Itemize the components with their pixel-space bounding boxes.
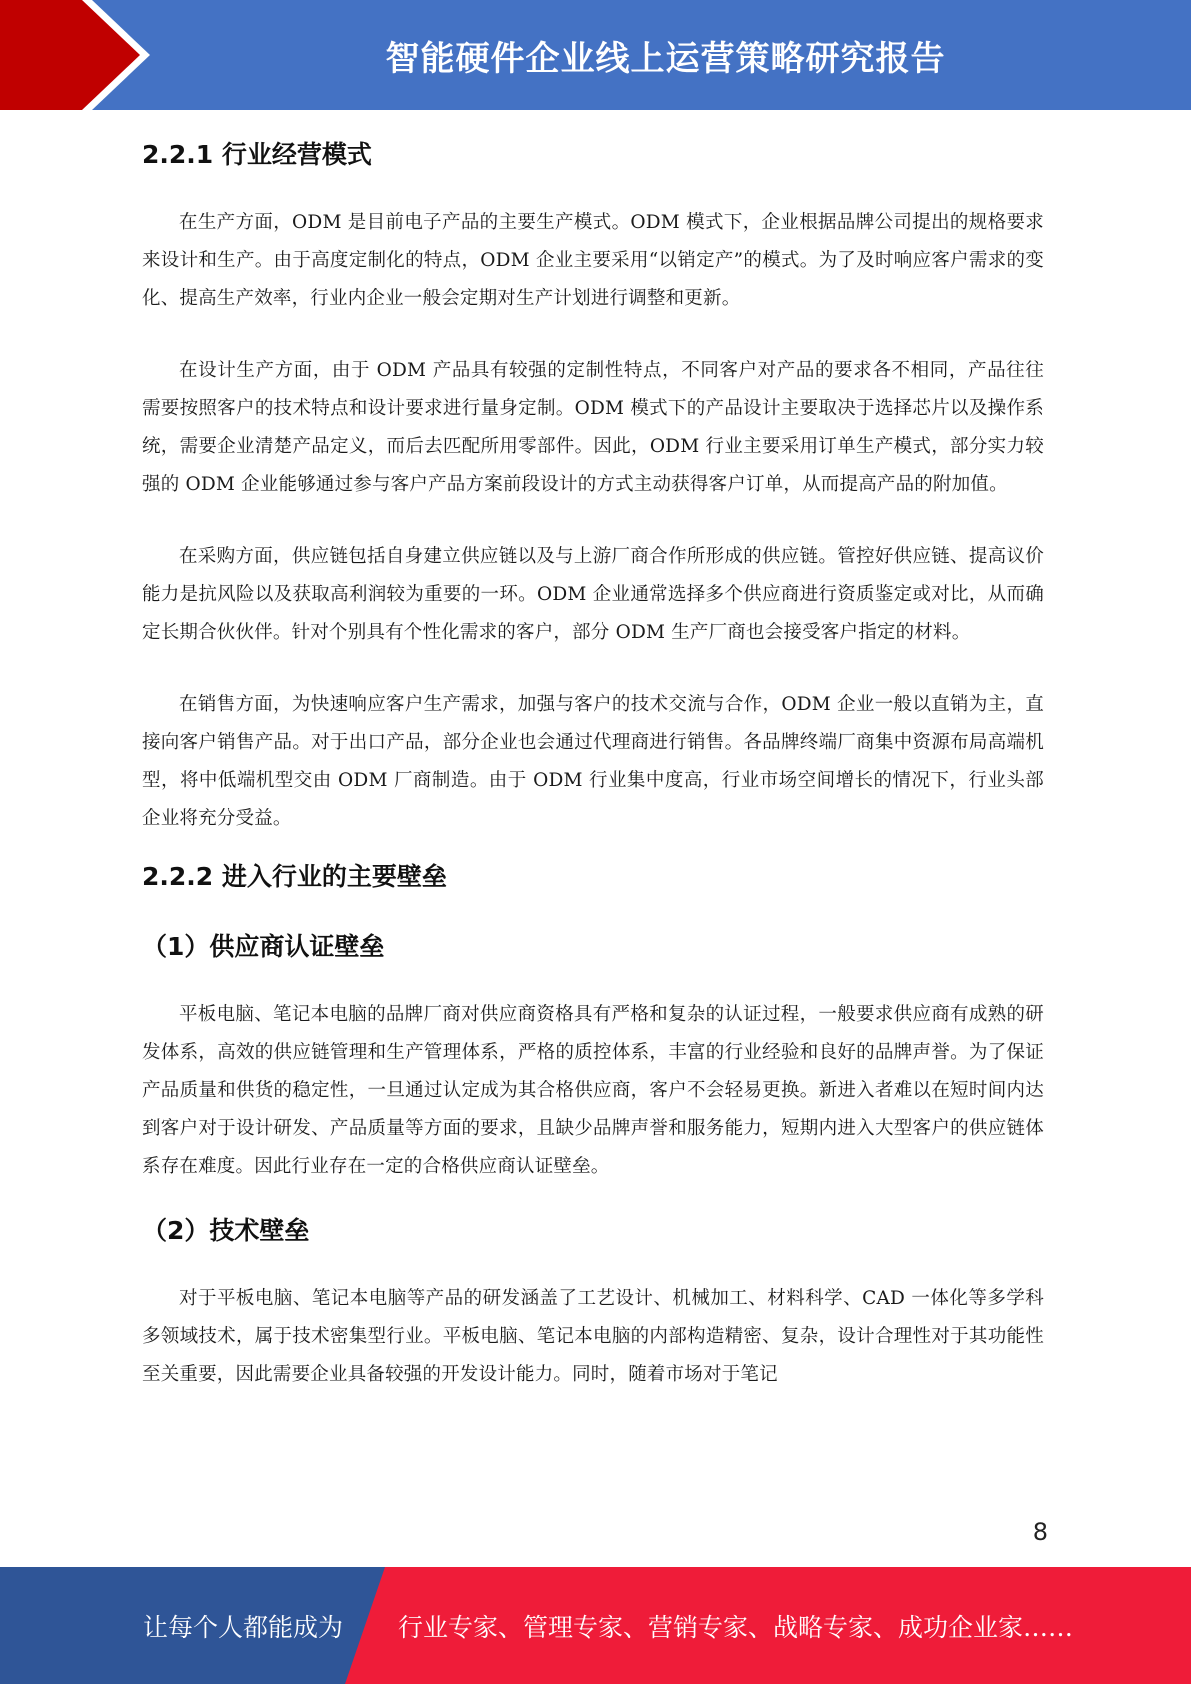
page-header [0, 0, 1191, 110]
footer-slogan-left: 让每个人都能成为 [143, 1612, 344, 1642]
subheading-supplier-barrier: （1）供应商认证壁垒 [142, 932, 385, 961]
section-heading-2-2-1: 2.2.1 行业经营模式 [142, 140, 372, 169]
page-footer [0, 1567, 1191, 1684]
footer-slogan-right: 行业专家、管理专家、营销专家、战略专家、成功企业家…… [398, 1612, 1074, 1642]
paragraph-procurement: 在采购方面，供应链包括自身建立供应链以及与上游厂商合作所形成的供应链。管控好供应链、提高议价能力是抗风险以及获取高利润较为重要的一环。ODM 企业通常选择多个供应商进行资质鉴定或对比，从而确定长期合伙伙伴。针对个别具有个性化需求的客户，部分 ODM 生产厂商也会接受客户指定的材料。 [142, 546, 1044, 643]
section-heading-2-2-2: 2.2.2 进入行业的主要壁垒 [142, 862, 447, 891]
subheading-technical-barrier: （2）技术壁垒 [142, 1216, 310, 1245]
paragraph-technical-barrier: 对于平板电脑、笔记本电脑等产品的研发涵盖了工艺设计、机械加工、材料科学、CAD 一体化等多学科多领域技术，属于技术密集型行业。平板电脑、笔记本电脑的内部构造精密、复杂，设计合理性对于其功能性至关重要，因此需要企业具备较强的开发设计能力。同时，随着市场对于笔记 [142, 1288, 1044, 1385]
paragraph-supplier-barrier: 平板电脑、笔记本电脑的品牌厂商对供应商资格具有严格和复杂的认证过程，一般要求供应商有成熟的研发体系，高效的供应链管理和生产管理体系，严格的质控体系，丰富的行业经验和良好的品牌声誉。为了保证产品质量和供货的稳定性，一旦通过认定成为其合格供应商，客户不会轻易更换。新进入者难以在短时间内达到客户对于设计研发、产品质量等方面的要求，且缺少品牌声誉和服务能力，短期内进入大型客户的供应链体系存在难度。因此行业存在一定的合格供应商认证壁垒。 [142, 1004, 1044, 1177]
report-title: 智能硬件企业线上运营策略研究报告 [385, 38, 946, 79]
paragraph-design: 在设计生产方面，由于 ODM 产品具有较强的定制性特点，不同客户对产品的要求各不相同，产品往往需要按照客户的技术特点和设计要求进行量身定制。ODM 模式下的产品设计主要取决于选择芯片以及操作系统，需要企业清楚产品定义，而后去匹配所用零部件。因此，ODM 行业主要采用订单生产模式，部分实力较强的 ODM 企业能够通过参与客户产品方案前段设计的方式主动获得客户订单，从而提高产品的附加值。 [142, 360, 1044, 495]
page-content [142, 120, 1044, 1394]
paragraph-production: 在生产方面，ODM 是目前电子产品的主要生产模式。ODM 模式下，企业根据品牌公司提出的规格要求来设计和生产。由于高度定制化的特点，ODM 企业主要采用“以销定产”的模式。为了及时响应客户需求的变化、提高生产效率，行业内企业一般会定期对生产计划进行调整和更新。 [142, 212, 1044, 309]
page-number: 8 [1032, 1518, 1048, 1546]
paragraph-sales: 在销售方面，为快速响应客户生产需求，加强与客户的技术交流与合作，ODM 企业一般以直销为主，直接向客户销售产品。对于出口产品，部分企业也会通过代理商进行销售。各品牌终端厂商集中资源布局高端机型，将中低端机型交由 ODM 厂商制造。由于 ODM 行业集中度高，行业市场空间增长的情况下，行业头部企业将充分受益。 [142, 694, 1044, 829]
